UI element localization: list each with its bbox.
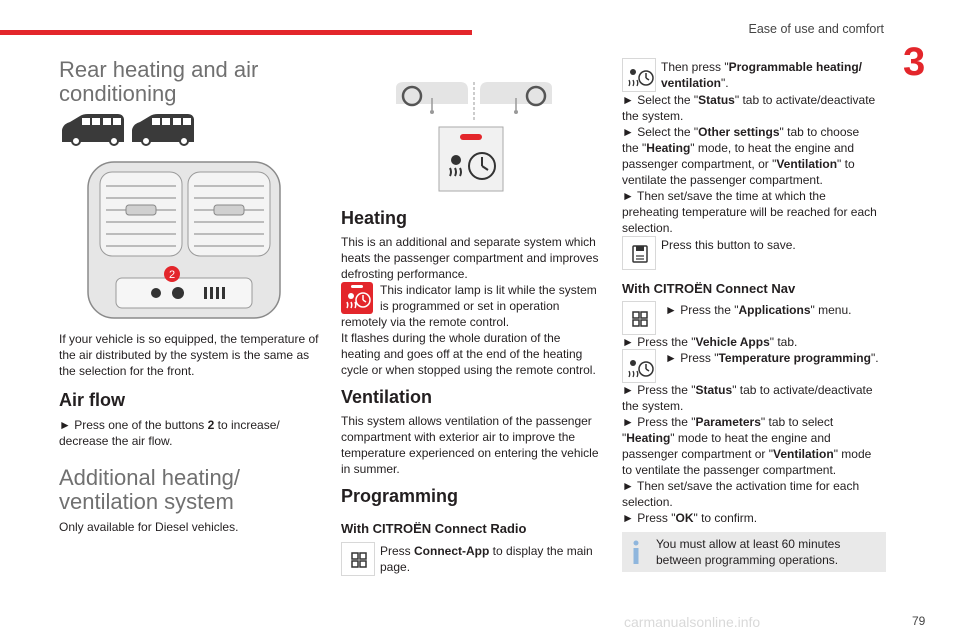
parameters-line-3: passenger compartment or "Ventilation" mode xyxy=(622,447,872,461)
ventilation-line-3: temperature experienced on entering the vehicle xyxy=(341,446,599,460)
lamp-after-line-1: remotely via the remote control. xyxy=(341,315,510,329)
connect-nav-subtitle: With CITROËN Connect Nav xyxy=(622,281,796,296)
rear-vent-panel-image xyxy=(86,160,282,320)
heating-line-2: heats the passenger compartment and improves xyxy=(341,251,599,265)
rear-intro-line-2: the air distributed by the system is the same as xyxy=(59,348,310,362)
apps-grid-icon xyxy=(342,543,376,577)
then-press-line-1: Then press "Programmable heating/ xyxy=(661,60,862,74)
programmable-heating-button-image xyxy=(438,126,504,192)
heating-timer-icon xyxy=(623,350,657,384)
set-time-line-3: selection. xyxy=(622,221,673,235)
then-press-line-2: ventilation". xyxy=(661,76,729,90)
info-icon xyxy=(630,540,642,564)
lamp-line-1: This indicator lamp is lit while the system xyxy=(380,283,597,297)
left-right-hand-drive-image xyxy=(394,80,554,122)
nav-status-line-1: ► Press the "Status" tab to activate/deactivate xyxy=(622,383,873,397)
lamp-line-2: is programmed or set in operation xyxy=(380,299,560,313)
chapter-number: 3 xyxy=(903,40,926,84)
set-time-line-2: preheating temperature will be reached for each xyxy=(622,205,877,219)
apps-grid-icon xyxy=(623,302,657,336)
programmable-heating-icon-box xyxy=(622,58,656,92)
other-settings-line-2: the "Heating" mode, to heat the engine and xyxy=(622,141,855,155)
set-time-line-1: ► Then set/save the time at which the xyxy=(622,189,826,203)
info-line-2: between programming operations. xyxy=(656,553,839,567)
heating-timer-icon xyxy=(623,59,657,93)
vehicle-silhouettes-image xyxy=(60,112,196,146)
info-note-box xyxy=(622,532,886,572)
parameters-line-2: "Heating" mode to heat the engine and xyxy=(622,431,831,445)
heating-indicator-lamp-icon xyxy=(341,282,373,314)
ok-line: ► Press "OK" to confirm. xyxy=(622,511,758,525)
page-number: 79 xyxy=(912,614,926,628)
save-text: Press this button to save. xyxy=(661,238,796,252)
watermark: carmanualsonline.info xyxy=(624,614,761,630)
vehicle-apps-line: ► Press the "Vehicle Apps" tab. xyxy=(622,335,798,349)
rear-intro-line-1: If your vehicle is so equipped, the temperature of xyxy=(59,332,319,346)
activation-line-2: selection. xyxy=(622,495,673,509)
info-line-1: You must allow at least 60 minutes xyxy=(656,537,841,551)
other-settings-line-3: passenger compartment, or "Ventilation" to xyxy=(622,157,855,171)
lamp-after-line-3: heating and goes off at the end of the heating xyxy=(341,347,583,361)
applications-line: ► Press the "Applications" menu. xyxy=(665,303,852,317)
ventilation-line-1: This system allows ventilation of the passenger xyxy=(341,414,592,428)
heating-line-3: defrosting performance. xyxy=(341,267,468,281)
programming-title: Programming xyxy=(341,486,459,506)
ventilation-line-2: compartment with exterior air to improve the xyxy=(341,430,576,444)
save-button-icon-box xyxy=(622,236,656,270)
rear-heating-title: Rear heating and air conditioning xyxy=(59,57,259,106)
nav-status-line-2: the system. xyxy=(622,399,684,413)
connect-app-line-2: page. xyxy=(380,560,411,574)
lamp-after-line-4: cycle or when stopped using the remote control. xyxy=(341,363,596,377)
ventilation-title: Ventilation xyxy=(341,387,433,407)
parameters-line-1: ► Press the "Parameters" tab to select xyxy=(622,415,834,429)
heating-title: Heating xyxy=(341,208,408,228)
parameters-line-4: to ventilate the passenger compartment. xyxy=(622,463,837,477)
temperature-programming-line: ► Press "Temperature programming". xyxy=(665,351,879,365)
ventilation-line-4: in summer. xyxy=(341,462,400,476)
rear-intro-line-3: the selection for the front. xyxy=(59,364,195,378)
additional-heating-text: Only available for Diesel vehicles. xyxy=(59,520,239,534)
connect-app-button xyxy=(341,542,375,576)
vent-button-callout: 2 xyxy=(168,269,176,281)
additional-heating-title-line-1: Additional heating/ xyxy=(59,465,241,490)
section-title: Ease of use and comfort xyxy=(748,22,884,36)
status-line-2: the system. xyxy=(622,109,684,123)
other-settings-line-1: ► Select the "Other settings" tab to choose xyxy=(622,125,860,139)
other-settings-line-4: ventilate the passenger compartment. xyxy=(622,173,823,187)
airflow-title: Air flow xyxy=(59,390,125,410)
connect-app-line-1: Press Connect-App to display the main xyxy=(380,544,593,558)
activation-line-1: ► Then set/save the activation time for each xyxy=(622,479,860,493)
header-red-bar xyxy=(0,30,472,35)
additional-heating-title-line-2: ventilation system xyxy=(59,489,234,514)
status-line-1: ► Select the "Status" tab to activate/deactivate xyxy=(622,93,876,107)
applications-icon-box xyxy=(622,301,656,335)
temperature-programming-icon-box xyxy=(622,349,656,383)
airflow-text-line-1: ► Press one of the buttons 2 to increase/ xyxy=(59,418,280,432)
save-icon xyxy=(623,237,657,271)
airflow-text-line-2: decrease the air flow. xyxy=(59,434,173,448)
lamp-after-line-2: It flashes during the whole duration of the xyxy=(341,331,561,345)
connect-radio-subtitle: With CITROËN Connect Radio xyxy=(341,521,527,536)
heating-line-1: This is an additional and separate system which xyxy=(341,235,596,249)
